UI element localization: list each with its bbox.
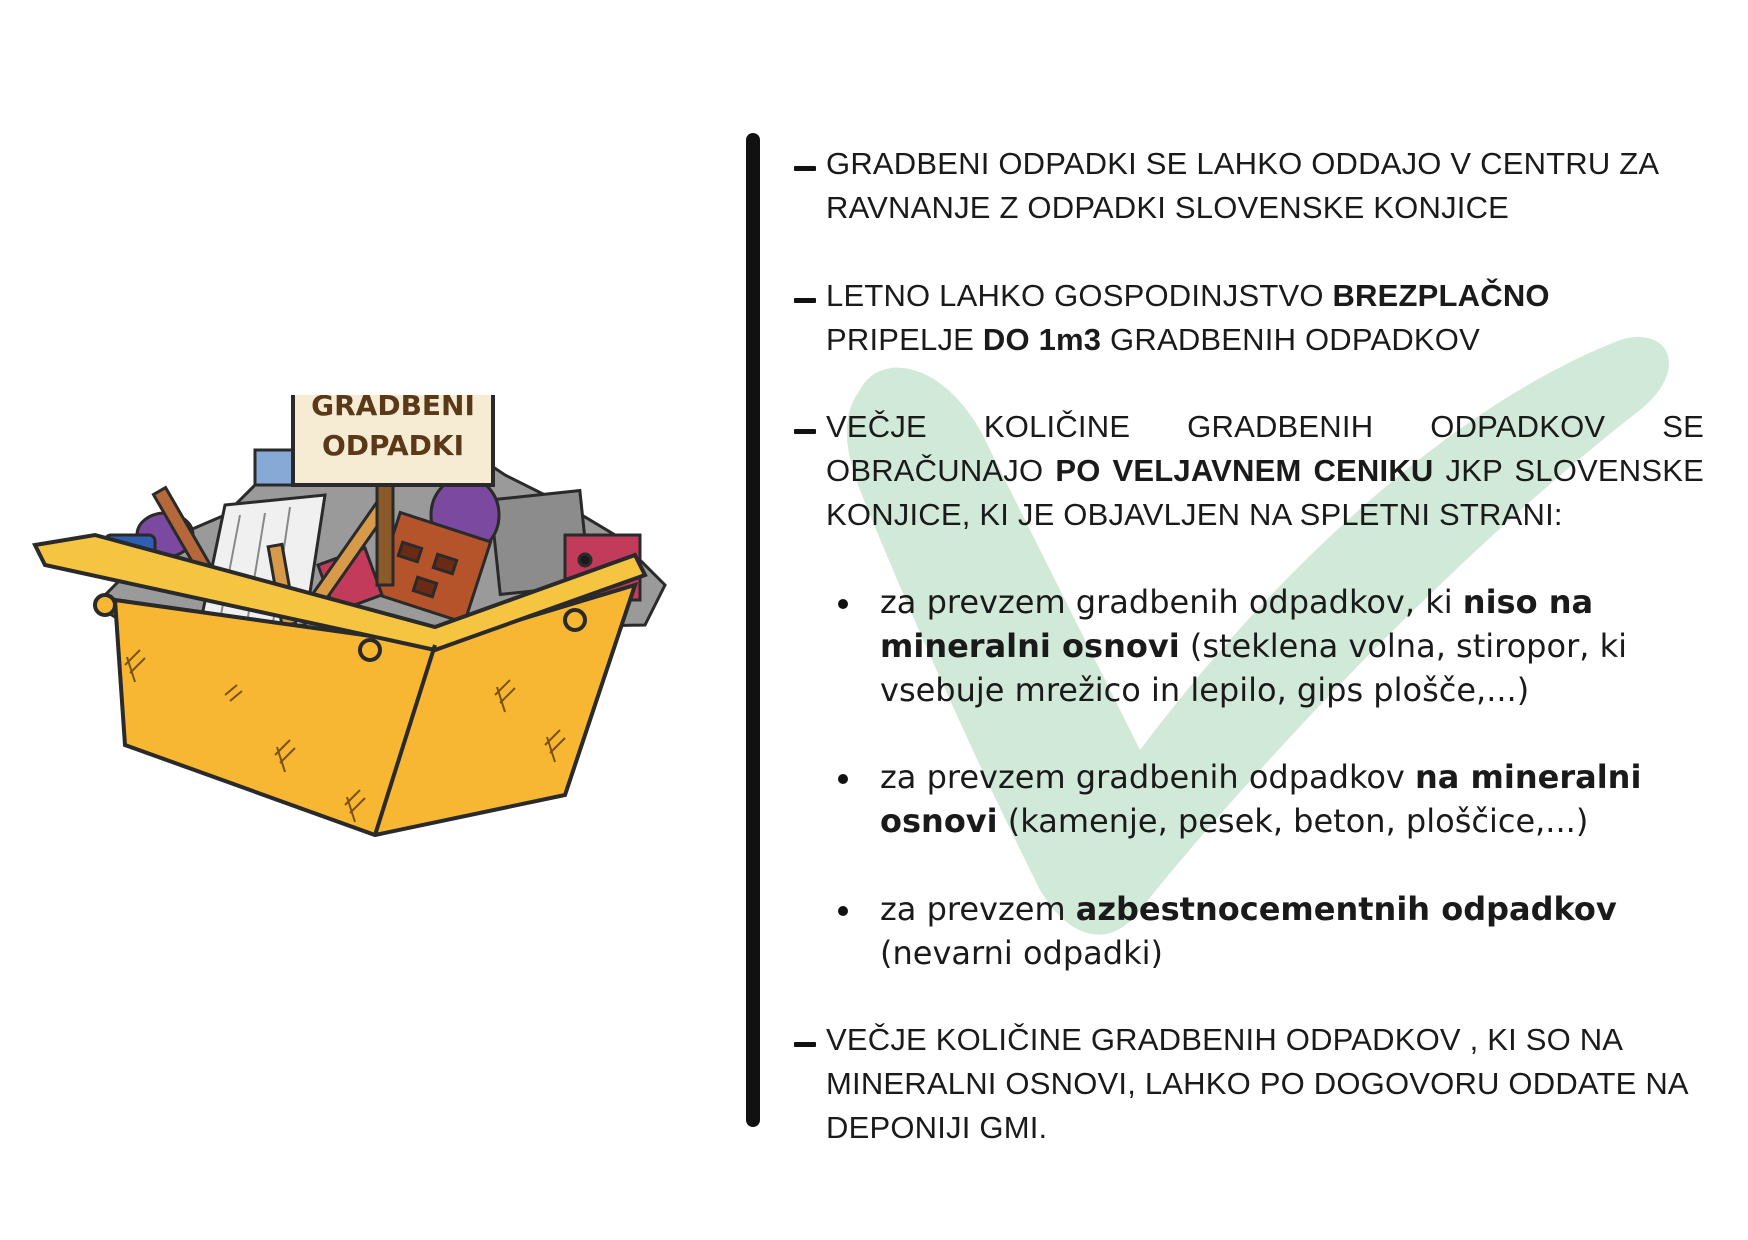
sign-line1: GRADBENI — [311, 395, 475, 422]
info-item-3-pre: VEČJE KOLIČINE GRADBENIH ODPADKOV SE OBRAČUNAJO — [826, 409, 1704, 488]
info-item-2 — [794, 274, 1704, 362]
bullet-3-post: (nevarni odpadki) — [880, 934, 1163, 972]
sign-line2: ODPADKI — [321, 429, 465, 462]
bullet-2-post: (kamenje, pesek, beton, ploščice,...) — [997, 802, 1589, 840]
info-item-1-text: GRADBENI ODPADKI SE LAHKO ODDAJO V CENTRU ZA RAVNANJE Z ODPADKI SLOVENSKE KONJICE — [826, 146, 1658, 225]
bullet-1-bold: niso na mineralni osnovi — [880, 583, 1594, 665]
dash-icon — [794, 429, 816, 434]
info-item-4-text: VEČJE KOLIČINE GRADBENIH ODPADKOV , KI SO NA MINERALNI OSNOVI, LAHKO PO DOGOVORU ODDATE NA DEPONIJI GMI. — [826, 1022, 1688, 1145]
price-list-highlight: PO VELJAVNEM CENIKU — [1055, 453, 1434, 488]
vertical-divider — [746, 133, 760, 1127]
info-item-3 — [794, 405, 1704, 537]
info-item-2-mid: PRIPELJE — [826, 322, 983, 357]
bullet-icon — [838, 599, 848, 609]
dash-icon — [794, 298, 816, 303]
bullet-2-bold: na mineralni osnovi — [880, 758, 1642, 840]
dash-icon — [794, 166, 816, 171]
info-item-3-post: JKP SLOVENSKE KONJICE, KI JE OBJAVLJEN NA SPLETNI STRANI: — [826, 453, 1704, 532]
dash-icon — [794, 1042, 816, 1047]
bullet-item-3 — [838, 887, 1668, 975]
bullet-1-pre: za prevzem gradbenih odpadkov, ki — [880, 583, 1463, 621]
info-item-2-pre: LETNO LAHKO GOSPODINJSTVO — [826, 278, 1333, 313]
volume-highlight: DO 1m3 — [982, 322, 1102, 357]
bullet-item-2 — [838, 755, 1668, 843]
bullet-icon — [838, 774, 848, 784]
free-highlight: BREZPLAČNO — [1332, 278, 1550, 313]
info-item-2-post: GRADBENIH ODPADKOV — [1101, 322, 1480, 357]
bullet-item-1 — [838, 580, 1668, 712]
bullet-3-pre: za prevzem — [880, 890, 1076, 928]
info-item-1 — [794, 142, 1704, 230]
info-item-4 — [794, 1018, 1704, 1150]
bullet-3-bold: azbestnocementnih odpadkov — [1075, 890, 1617, 928]
bullet-1-post: (steklena volna, stiropor, ki vsebuje mrežico in lepilo, gips plošče,...) — [880, 627, 1627, 709]
bullet-2-pre: za prevzem gradbenih odpadkov — [880, 758, 1416, 796]
construction-waste-skip-illustration — [25, 395, 715, 935]
bullet-icon — [838, 906, 848, 916]
